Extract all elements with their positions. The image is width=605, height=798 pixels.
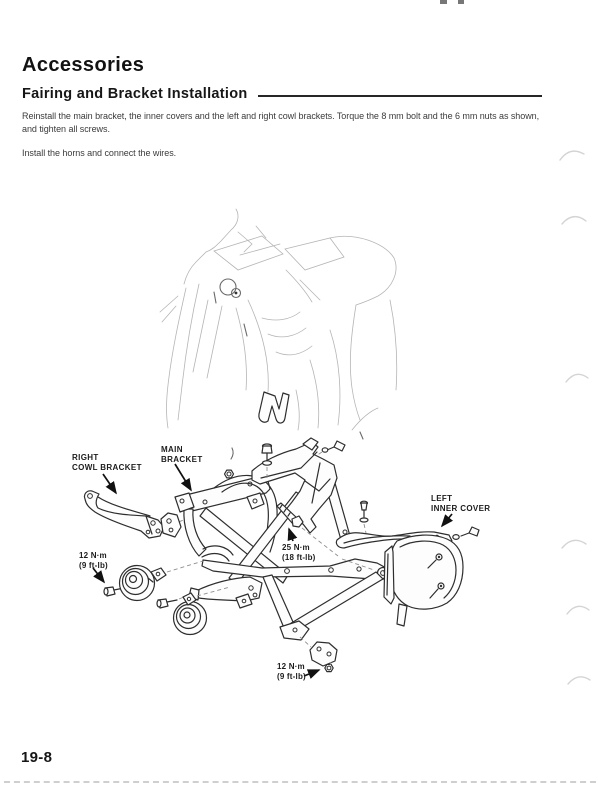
bolt-above-flange — [360, 501, 368, 533]
page-title: Accessories — [22, 54, 145, 76]
label-main-bracket: MAIN BRACKET — [161, 445, 203, 464]
bottom-perforation-line — [4, 781, 596, 783]
label-right-cowl-bracket: RIGHT COWL BRACKET — [72, 453, 142, 472]
bolt-top-right-angled — [316, 441, 345, 456]
label-torque-12nm-horn: 12 N·m (9 ft-lb) — [79, 551, 108, 570]
section-title: Fairing and Bracket Installation — [22, 86, 248, 102]
instruction-paragraph-1: Reinstall the main bracket, the inner covers and the left and right cowl brackets. Torque the 8 mm bolt and the 6 mm nuts as shown, and tighten all screws. — [22, 111, 540, 135]
bolt-cover-right — [447, 527, 479, 541]
nut-upper-left — [225, 470, 234, 478]
fork-clevis-sketch — [259, 392, 289, 423]
instruction-paragraph-2: Install the horns and connect the wires. — [22, 148, 177, 158]
label-torque-25nm-bolt: 25 N·m (18 ft-lb) — [282, 543, 316, 562]
binder-ring-shadows — [560, 151, 590, 684]
scan-artifacts — [440, 0, 464, 4]
label-torque-12nm-nut: 12 N·m (9 ft-lb) — [277, 662, 306, 681]
label-left-inner-cover: LEFT INNER COVER — [431, 494, 491, 513]
nut-6mm-bottom — [325, 664, 333, 671]
frame-sketch — [160, 209, 397, 459]
page-number: 19-8 — [21, 749, 53, 766]
left-inner-cover-part — [336, 532, 463, 626]
